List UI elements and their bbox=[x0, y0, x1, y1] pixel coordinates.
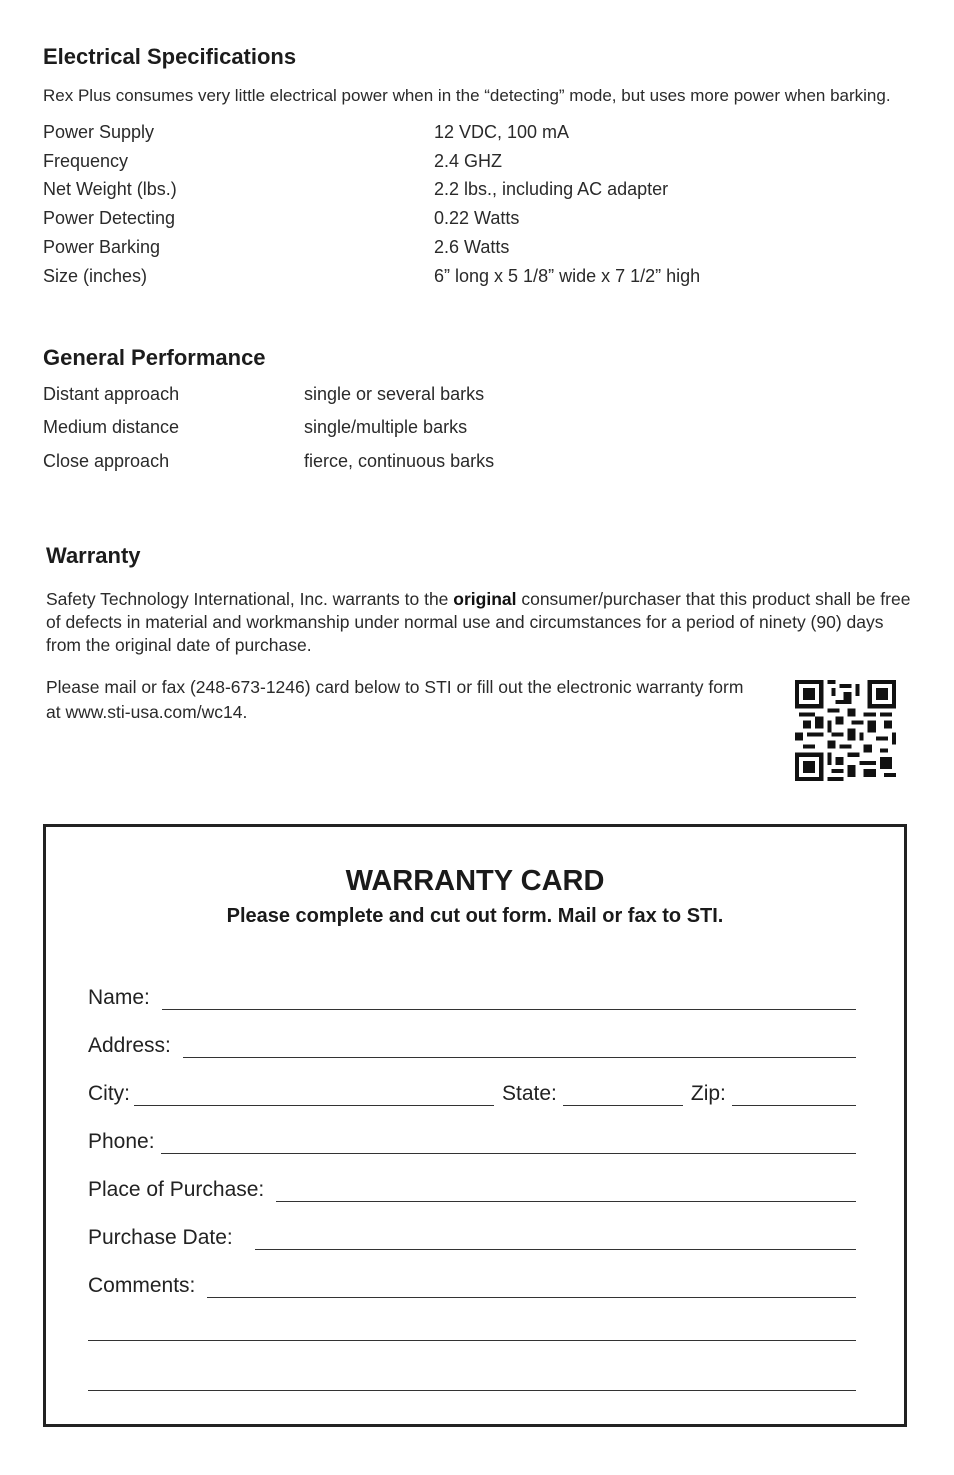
place-label: Place of Purchase: bbox=[88, 1178, 265, 1201]
electrical-heading: Electrical Specifications bbox=[43, 44, 297, 69]
date-line[interactable] bbox=[255, 1227, 856, 1250]
city-label: City: bbox=[88, 1082, 130, 1105]
city-line[interactable] bbox=[134, 1083, 494, 1106]
performance-heading: General Performance bbox=[43, 345, 266, 370]
spec-label: Net Weight (lbs.) bbox=[43, 179, 177, 199]
warranty-bold-text: original bbox=[453, 589, 517, 609]
state-line[interactable] bbox=[563, 1083, 683, 1106]
performance-value: single/multiple barks bbox=[304, 417, 468, 437]
performance-value: single or several barks bbox=[304, 384, 485, 404]
phone-field[interactable] bbox=[88, 1124, 856, 1154]
zip-line[interactable] bbox=[732, 1083, 856, 1106]
place-of-purchase-field[interactable] bbox=[88, 1172, 856, 1202]
warranty-card bbox=[43, 824, 907, 1427]
performance-label: Medium distance bbox=[43, 417, 180, 437]
electrical-intro: Rex Plus consumes very little electrical power when in the “detecting” mode, but uses more power when barking. bbox=[43, 86, 891, 105]
date-label: Purchase Date: bbox=[88, 1226, 233, 1249]
spec-label: Power Supply bbox=[43, 122, 155, 142]
card-title: WARRANTY CARD bbox=[345, 865, 605, 897]
warranty-heading: Warranty bbox=[46, 543, 141, 568]
place-line[interactable] bbox=[276, 1179, 856, 1202]
comments-field[interactable] bbox=[88, 1268, 856, 1298]
name-line[interactable] bbox=[162, 987, 856, 1010]
spec-value: 12 VDC, 100 mA bbox=[434, 122, 570, 142]
comments-line[interactable] bbox=[207, 1275, 856, 1298]
address-label: Address: bbox=[88, 1034, 171, 1057]
performance-label: Distant approach bbox=[43, 384, 180, 404]
name-label: Name: bbox=[88, 986, 150, 1009]
phone-label: Phone: bbox=[88, 1130, 155, 1153]
comments-extra-line[interactable] bbox=[88, 1339, 856, 1341]
spec-label: Frequency bbox=[43, 151, 129, 171]
phone-line[interactable] bbox=[161, 1131, 856, 1154]
warranty-contact-paragraph: Please mail or fax (248-673-1246) card below to STI or fill out the electronic warranty form at www.sti-usa.com/wc14. bbox=[46, 677, 744, 722]
qr-code-icon bbox=[795, 680, 896, 781]
comments-extra-line[interactable] bbox=[88, 1389, 856, 1391]
warranty-text: consumer/purchaser that this product shall be free of defects in material and workmanship under normal use and circumstances for a period of ninety (90) days from the original date of purchase. bbox=[46, 589, 911, 655]
spec-label: Size (inches) bbox=[43, 266, 148, 286]
purchase-date-field[interactable] bbox=[88, 1220, 856, 1250]
warranty-paragraph bbox=[46, 588, 912, 657]
city-state-zip-field[interactable] bbox=[88, 1076, 856, 1106]
name-field[interactable] bbox=[88, 980, 856, 1010]
spec-label: Power Barking bbox=[43, 237, 161, 257]
performance-value: fierce, continuous barks bbox=[304, 451, 495, 471]
state-label: State: bbox=[502, 1082, 557, 1105]
zip-label: Zip: bbox=[690, 1082, 726, 1105]
performance-label: Close approach bbox=[43, 451, 170, 471]
card-subtitle: Please complete and cut out form. Mail or fax to STI. bbox=[226, 905, 724, 927]
comments-label: Comments: bbox=[88, 1274, 196, 1297]
address-line[interactable] bbox=[183, 1035, 856, 1058]
warranty-text: Safety Technology International, Inc. warrants to the bbox=[46, 589, 454, 609]
spec-value: 2.4 GHZ bbox=[434, 151, 503, 171]
spec-value: 2.2 lbs., including AC adapter bbox=[434, 179, 669, 199]
spec-value: 2.6 Watts bbox=[434, 237, 510, 257]
address-field[interactable] bbox=[88, 1028, 856, 1058]
spec-value: 0.22 Watts bbox=[434, 208, 520, 228]
spec-value: 6” long x 5 1/8” wide x 7 1/2” high bbox=[434, 266, 701, 286]
spec-label: Power Detecting bbox=[43, 208, 176, 228]
